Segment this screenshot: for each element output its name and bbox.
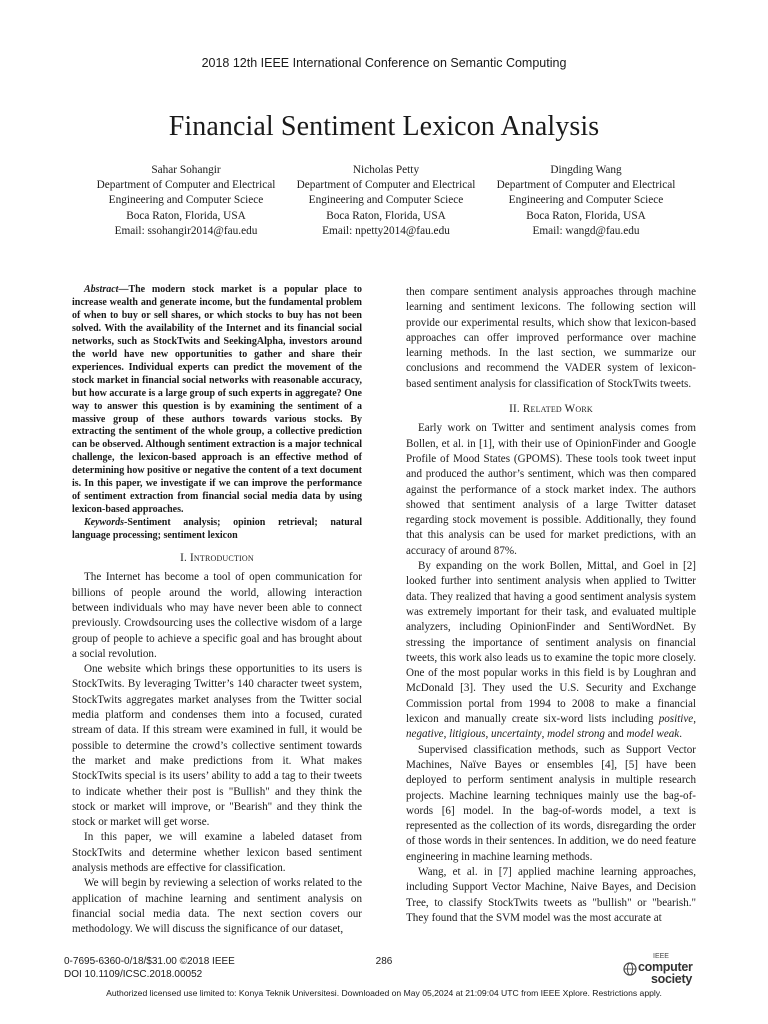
author-3 [486, 163, 686, 239]
paragraph: We will begin by reviewing a selection of works related to the application of machine learning and sentiment analysis on financial social media data. The next section covers our methodology. We will discuss the significance of our dataset, [72, 877, 362, 936]
paragraph: Early work on Twitter and sentiment analysis comes from Bollen, et al. in [1], with their use of OpinionFinder and Google Profile of Mood States (GPOMS). These tools took tweet input and produced the author’s sentiment, which was then compared against the performance of a stock market index. The authors showed that sentiment analysis of a large Twitter dataset regarding stock movement is possible. Additionally, they found that this analysis can be used for market predictions, with an accuracy of around 87%. [406, 422, 696, 557]
author-name: Dingding Wang [550, 164, 622, 176]
section-title: Introduction [189, 552, 254, 565]
conference-name: 2018 12th IEEE International Conference on Semantic Computing [201, 56, 567, 70]
left-column [72, 284, 362, 937]
isbn-line: 0-7695-6360-0/18/$31.00 ©2018 IEEE [64, 956, 235, 967]
keywords [72, 517, 362, 543]
keywords-lead: Keywords [84, 517, 124, 529]
author-email[interactable]: Email: wangd@fau.edu [532, 224, 640, 237]
section-heading-related-work [406, 402, 696, 417]
author-location: Boca Raton, Florida, USA [526, 209, 646, 222]
author-name: Sahar Sohangir [151, 164, 221, 176]
emphasis: positive [658, 713, 694, 726]
section-number: II. [509, 403, 523, 416]
author-dept: Department of Computer and Electrical [96, 179, 276, 192]
paragraph: One website which brings these opportunities to its users is StockTwits. By leveraging Twitter’s 140 character tweet system, StockTwits aggregates market analyses from the Twitter social media platform and condenses them into a focused, curated stream of data. If this stream were examined in full, it would be possible to determine the crowd’s collective sentiment towards the market and make predictions from it. What makes StockTwits special is its users’ ability to add a tag to their tweets to indicate whether their post is "Bullish" and they think the stock or market will improve, or "Bearish" and they think the stock or market will get worse. [72, 663, 362, 829]
paragraph-text: . [679, 728, 683, 741]
paragraph: then compare sentiment analysis approaches through machine learning and sentiment lexicons. The following section will provide our experimental results, which show that lexicon-based approaches can offer improved performance over machine learning methods. In the last section, we summarize our conclusions and recommend the VADER system of lexicon-based sentiment analysis for classification of StockTwits tweets. [406, 286, 696, 390]
authorized-use-notice: Authorized licensed use limited to: Konya Teknik Universitesi. Downloaded on May 05,2024 at 21:09:04 UTC from IEEE Xplore. Restrictions apply. [106, 988, 662, 998]
logo-society-text: society [651, 972, 692, 986]
emphasis: model strong [547, 728, 605, 741]
globe-icon [623, 962, 637, 976]
paragraph: By expanding on the work Bollen, Mittal, and Goel in [2] looked further into sentiment analysis when applied to Twitter data. They realized that having a good sentiment analysis system was extremely important for their task, and evaluated multiple analyzers, including OpinionFinder and SentiWordNet. By stressing the importance of sentiment analysis on financial tweets, this work also leads us to examine the topic more closely. One of the most popular works in this field is by Loughran and McDonald [3]. They used the U.S. Security and Exchange Commission portal from 1994 to 2008 to make a financial lexicon and manually create six-word lists including positive, negative, litigious, uncertainty, model strong and model weak. [406, 560, 696, 741]
paragraph: In this paper, we will examine a labeled dataset from StockTwits and determine whether lexicon based sentiment analysis methods are effective for classification. [72, 831, 362, 874]
author-1 [86, 163, 286, 239]
author-2 [286, 163, 486, 239]
author-dept: Engineering and Computer Sciece [108, 194, 264, 207]
paragraph: Supervised classification methods, such as Support Vector Machines, Naïve Bayes or ensembles [4], [5] have been deployed to perform sentiment analysis in multiple research projects. Machine learning techniques mainly use the bag-of-words [6] model. In the bag-of-words model, a text is represented as the collection of its words, disregarding the order of those words in their sentences. In addition, we do need feature engineering in machine learning methods. [406, 743, 696, 863]
author-dept: Engineering and Computer Sciece [308, 194, 464, 207]
section-heading-introduction [72, 551, 362, 566]
author-location: Boca Raton, Florida, USA [126, 209, 246, 222]
emphasis: litigious [449, 728, 486, 741]
ieee-computer-society-logo [621, 953, 701, 987]
author-name: Nicholas Petty [352, 164, 420, 176]
author-location: Boca Raton, Florida, USA [326, 209, 446, 222]
emphasis: model weak [626, 728, 680, 741]
section-number: I. [180, 552, 190, 565]
page-number: 286 [375, 956, 393, 967]
paragraph: The Internet has become a tool of open communication for billions of people around the world, allowing interaction between individuals who may have never been able to connect previously. Crowdsourcing uses the collective wisdom of a large group of people to achieve a specific goal and has brought about a social revolution. [72, 571, 362, 660]
paragraph-text: By expanding on the work Bollen, Mittal, and Goel in [2] looked further into sentiment analysis when applied to Twitter data. They realized that having a good sentiment analysis system was extremely important for their task, and evaluated multiple analyzers, including OpinionFinder and SentiWordNet. By stressing the importance of sentiment analysis on financial tweets, this work also leads us to examine the topic more closely. One of the most popular works in this field is by Loughran and McDonald [3]. They used the U.S. Security and Exchange Commission portal from 1994 to 2008 to make a financial lexicon and manually create six-word lists including [406, 560, 696, 726]
abstract-lead: Abstract [84, 284, 119, 295]
abstract [72, 284, 362, 517]
abstract-text: —The modern stock market is a popular place to increase wealth and generate income, but the fundamental problem of when to buy or sell shares, or which stocks to buy has not been solved. With the availability of the Internet and its financial social networks, such as StockTwits and SeekingAlpha, investors around the world have new opportunities to gather and share their experiences. Individual experts can predict the movement of the stock market in financial social networks with reasonable accuracy, but how accurate is a large group of such experts in aggregate? One way to answer this question is by examining the sentiment of a massive group of these authors towards various stocks. By extracting the sentiment of the whole group, a collective prediction can be observed. Although sentiment extraction is a major technical challenge, the lexicon-based approach is an effective method of determining how positive or negative the content of a text document is. In this paper, we investigate if we can improve the performance of sentiment extraction from financial social media data by using lexicon-based approaches. [72, 284, 362, 516]
logo-ieee-text: IEEE [653, 953, 669, 960]
section-title: Related Work [522, 403, 593, 416]
paragraph-text: and [604, 728, 627, 741]
author-email[interactable]: Email: npetty2014@fau.edu [322, 224, 450, 237]
paper-title: Financial Sentiment Lexicon Analysis [168, 111, 600, 142]
logo-computer-text: computer [638, 960, 693, 974]
author-dept: Engineering and Computer Sciece [508, 194, 664, 207]
emphasis: negative [406, 728, 444, 741]
right-column [406, 285, 696, 926]
author-email[interactable]: Email: ssohangir2014@fau.edu [114, 224, 258, 237]
paragraph: Wang, et al. in [7] applied machine learning approaches, including Support Vector Machine, Naive Bayes, and Decision Tree, to classify StockTwits tweets as "bullish" or "bearish." They found that the SVM model was the most accurate at [406, 865, 696, 924]
keywords-text: -Sentiment analysis; opinion retrieval; natural language processing; sentiment lexicon [72, 517, 362, 542]
author-block [86, 163, 686, 239]
doi-line[interactable]: DOI 10.1109/ICSC.2018.00052 [64, 968, 203, 980]
author-dept: Department of Computer and Electrical [496, 179, 676, 192]
emphasis: uncertainty [491, 728, 542, 741]
author-dept: Department of Computer and Electrical [296, 179, 476, 192]
